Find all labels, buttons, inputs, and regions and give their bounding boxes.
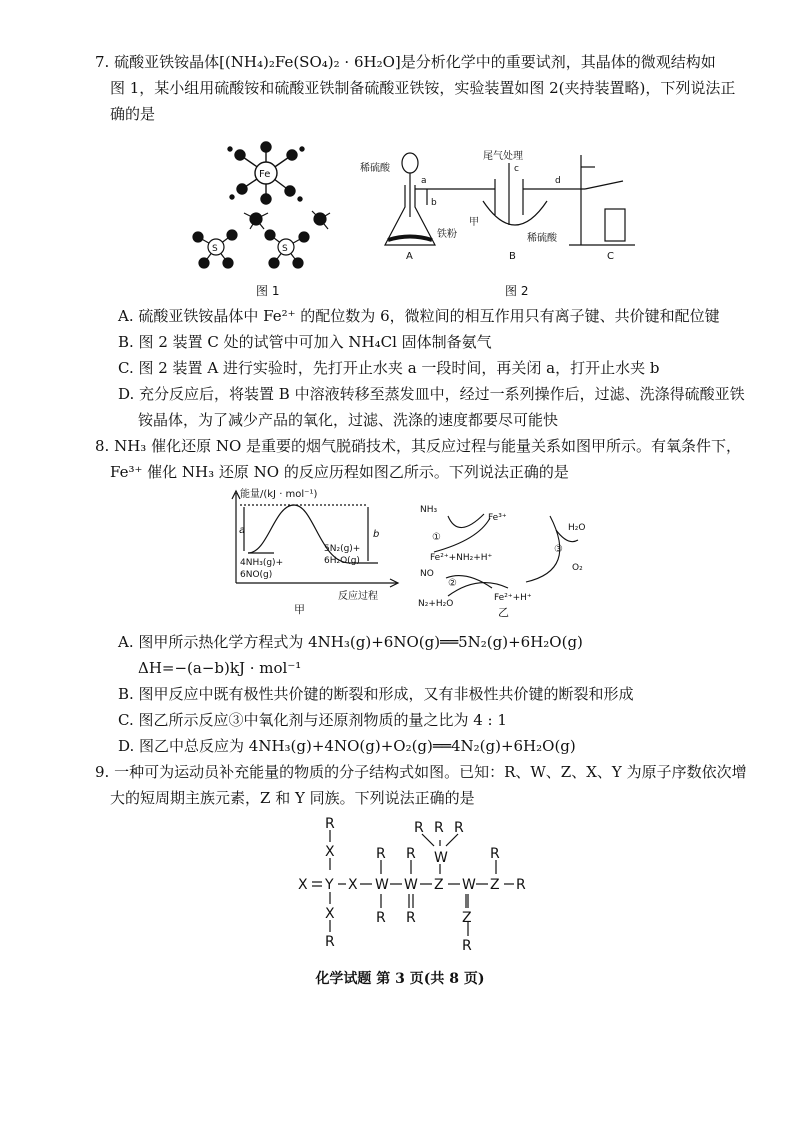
atom-r-w1-bottom: R: [376, 910, 386, 926]
label-iron-powder: 铁粉: [437, 229, 457, 240]
q7-option-d-line2: 铵晶体，为了减少产品的氧化，过滤、洗涤的速度都要尽可能快: [138, 411, 559, 429]
jia-reactants-1: 4NH₃(g)+: [240, 558, 284, 568]
atom-w-top: W: [434, 850, 448, 866]
label-dilute-acid-b: 稀硫酸: [527, 233, 557, 244]
q7-stem-line3: 确的是: [110, 105, 156, 123]
yi-h2o: H₂O: [568, 523, 586, 533]
jia-reactants-2: 6NO(g): [240, 570, 273, 580]
q7-figure1-caption: 图 1: [256, 284, 280, 298]
label-clamp-b: b: [431, 198, 437, 208]
yi-step2: ②: [448, 578, 457, 589]
atom-y-center: Y: [325, 877, 334, 893]
yi-no: NO: [420, 569, 434, 579]
yi-out2: N₂+H₂O: [418, 599, 454, 609]
atom-w-1: W: [375, 877, 389, 893]
label-tail-gas: 尾气处理: [483, 151, 523, 162]
atom-x-top: X: [325, 844, 335, 860]
q8-figure-yi-cycle: [418, 500, 598, 620]
atom-w-3: W: [462, 877, 476, 893]
atom-r-w1-top: R: [376, 846, 386, 862]
atom-r-z2-top: R: [490, 846, 500, 862]
q7-option-c: C. 图 2 装置 A 进行实验时，先打开止水夹 a 一段时间，再关闭 a，打开止水夹 b: [118, 359, 660, 377]
label-jia: 甲: [469, 217, 479, 228]
atom-r-wtop-right: R: [454, 820, 464, 836]
label-clamp-a: a: [421, 176, 427, 186]
yi-fe3: Fe³⁺: [488, 513, 507, 523]
q8-stem-line2: Fe³⁺ 催化 NH₃ 还原 NO 的反应历程如图乙所示。下列说法正确的是: [110, 463, 569, 481]
atom-r-top: R: [325, 816, 335, 832]
q7-figure2-apparatus: [355, 145, 645, 275]
q7-option-b: B. 图 2 装置 C 处的试管中可加入 NH₄Cl 固体制备氨气: [118, 333, 492, 351]
jia-ylabel: 能量/(kJ · mol⁻¹): [240, 489, 318, 500]
atom-z-2: Z: [490, 877, 500, 893]
jia-xlabel: 反应过程: [338, 591, 378, 602]
atom-r-wtop-left: R: [414, 820, 424, 836]
jia-label-a: a: [239, 525, 246, 536]
s-atom-label-1: S: [212, 244, 218, 254]
label-clamp-c: c: [514, 164, 519, 174]
jia-label-b: b: [373, 529, 380, 540]
q7-figure2-caption: 图 2: [505, 284, 529, 298]
q8-option-d: D. 图乙中总反应为 4NH₃(g)+4NO(g)+O₂(g)══4N₂(g)+6H₂O(g): [118, 737, 576, 755]
atom-x-chain: X: [348, 877, 358, 893]
atom-r-zbottom: R: [462, 938, 472, 954]
yi-caption: 乙: [498, 606, 509, 619]
label-device-b: B: [509, 251, 516, 262]
q8-option-c: C. 图乙所示反应③中氧化剂与还原剂物质的量之比为 4 : 1: [118, 711, 507, 729]
page-footer: 化学试题 第 3 页(共 8 页): [315, 971, 485, 987]
yi-fe2h: Fe²⁺+H⁺: [494, 593, 532, 603]
q7-option-d-line1: D. 充分反应后，将装置 B 中溶液转移至蒸发皿中，经过一系列操作后，过滤、洗涤得硫酸亚铁: [118, 385, 745, 403]
q7-figure1-crystal: [190, 135, 340, 295]
s-atom-label-2: S: [282, 244, 288, 254]
label-clamp-d: d: [555, 176, 561, 186]
q7-option-a: A. 硫酸亚铁铵晶体中 Fe²⁺ 的配位数为 6，微粒间的相互作用只有离子键、共价键和配位键: [118, 307, 720, 325]
q7-stem-line1: 7. 硫酸亚铁铵晶体[(NH₄)₂Fe(SO₄)₂ · 6H₂O]是分析化学中的重要试剂，其晶体的微观结构如: [95, 53, 716, 71]
atom-r-wtop-mid: R: [434, 820, 444, 836]
label-device-c: C: [607, 251, 614, 262]
q8-figure-jia-energy: [228, 485, 408, 615]
atom-r-bottom: R: [325, 934, 335, 950]
q8-stem-line1: 8. NH₃ 催化还原 NO 是重要的烟气脱硝技术，其反应过程与能量关系如图甲所示。有氧条件下，: [95, 437, 742, 455]
q9-stem-line1: 9. 一种可为运动员补充能量的物质的分子结构式如图。已知：R、W、Z、X、Y 为原子序数依次增: [95, 763, 747, 781]
yi-step1: ①: [432, 532, 441, 543]
yi-o2: O₂: [572, 563, 583, 573]
q8-option-a-line1: A. 图甲所示热化学方程式为 4NH₃(g)+6NO(g)══5N₂(g)+6H₂O(g): [118, 633, 583, 651]
q8-option-a-line2: ΔH=−(a−b)kJ · mol⁻¹: [138, 659, 302, 677]
q9-stem-line2: 大的短周期主族元素，Z 和 Y 同族。下列说法正确的是: [110, 789, 475, 807]
label-device-a: A: [406, 251, 413, 262]
atom-x-left: X: [298, 877, 308, 893]
atom-r-w2-top: R: [406, 846, 416, 862]
label-dilute-acid: 稀硫酸: [360, 163, 390, 174]
yi-mid1: Fe²⁺+NH₂+H⁺: [430, 553, 493, 563]
yi-nh3: NH₃: [420, 505, 438, 515]
atom-r-w2-bottom: R: [406, 910, 416, 926]
q9-structural-formula: [290, 812, 540, 962]
jia-products-2: 6H₂O(g): [324, 556, 360, 566]
atom-r-right: R: [516, 877, 526, 893]
jia-products-1: 5N₂(g)+: [324, 544, 361, 554]
atom-x-bottom: X: [325, 906, 335, 922]
fe-atom-label: Fe: [259, 169, 271, 180]
atom-w-2: W: [404, 877, 418, 893]
atom-z-bottom: Z: [462, 910, 472, 926]
q7-stem-line2: 图 1，某小组用硫酸铵和硫酸亚铁制备硫酸亚铁铵，实验装置如图 2(夹持装置略)，下列说法正: [110, 79, 736, 97]
yi-step3: ③: [554, 544, 563, 555]
q8-option-b: B. 图甲反应中既有极性共价键的断裂和形成，又有非极性共价键的断裂和形成: [118, 685, 634, 703]
jia-caption: 甲: [294, 603, 305, 615]
atom-z-1: Z: [434, 877, 444, 893]
